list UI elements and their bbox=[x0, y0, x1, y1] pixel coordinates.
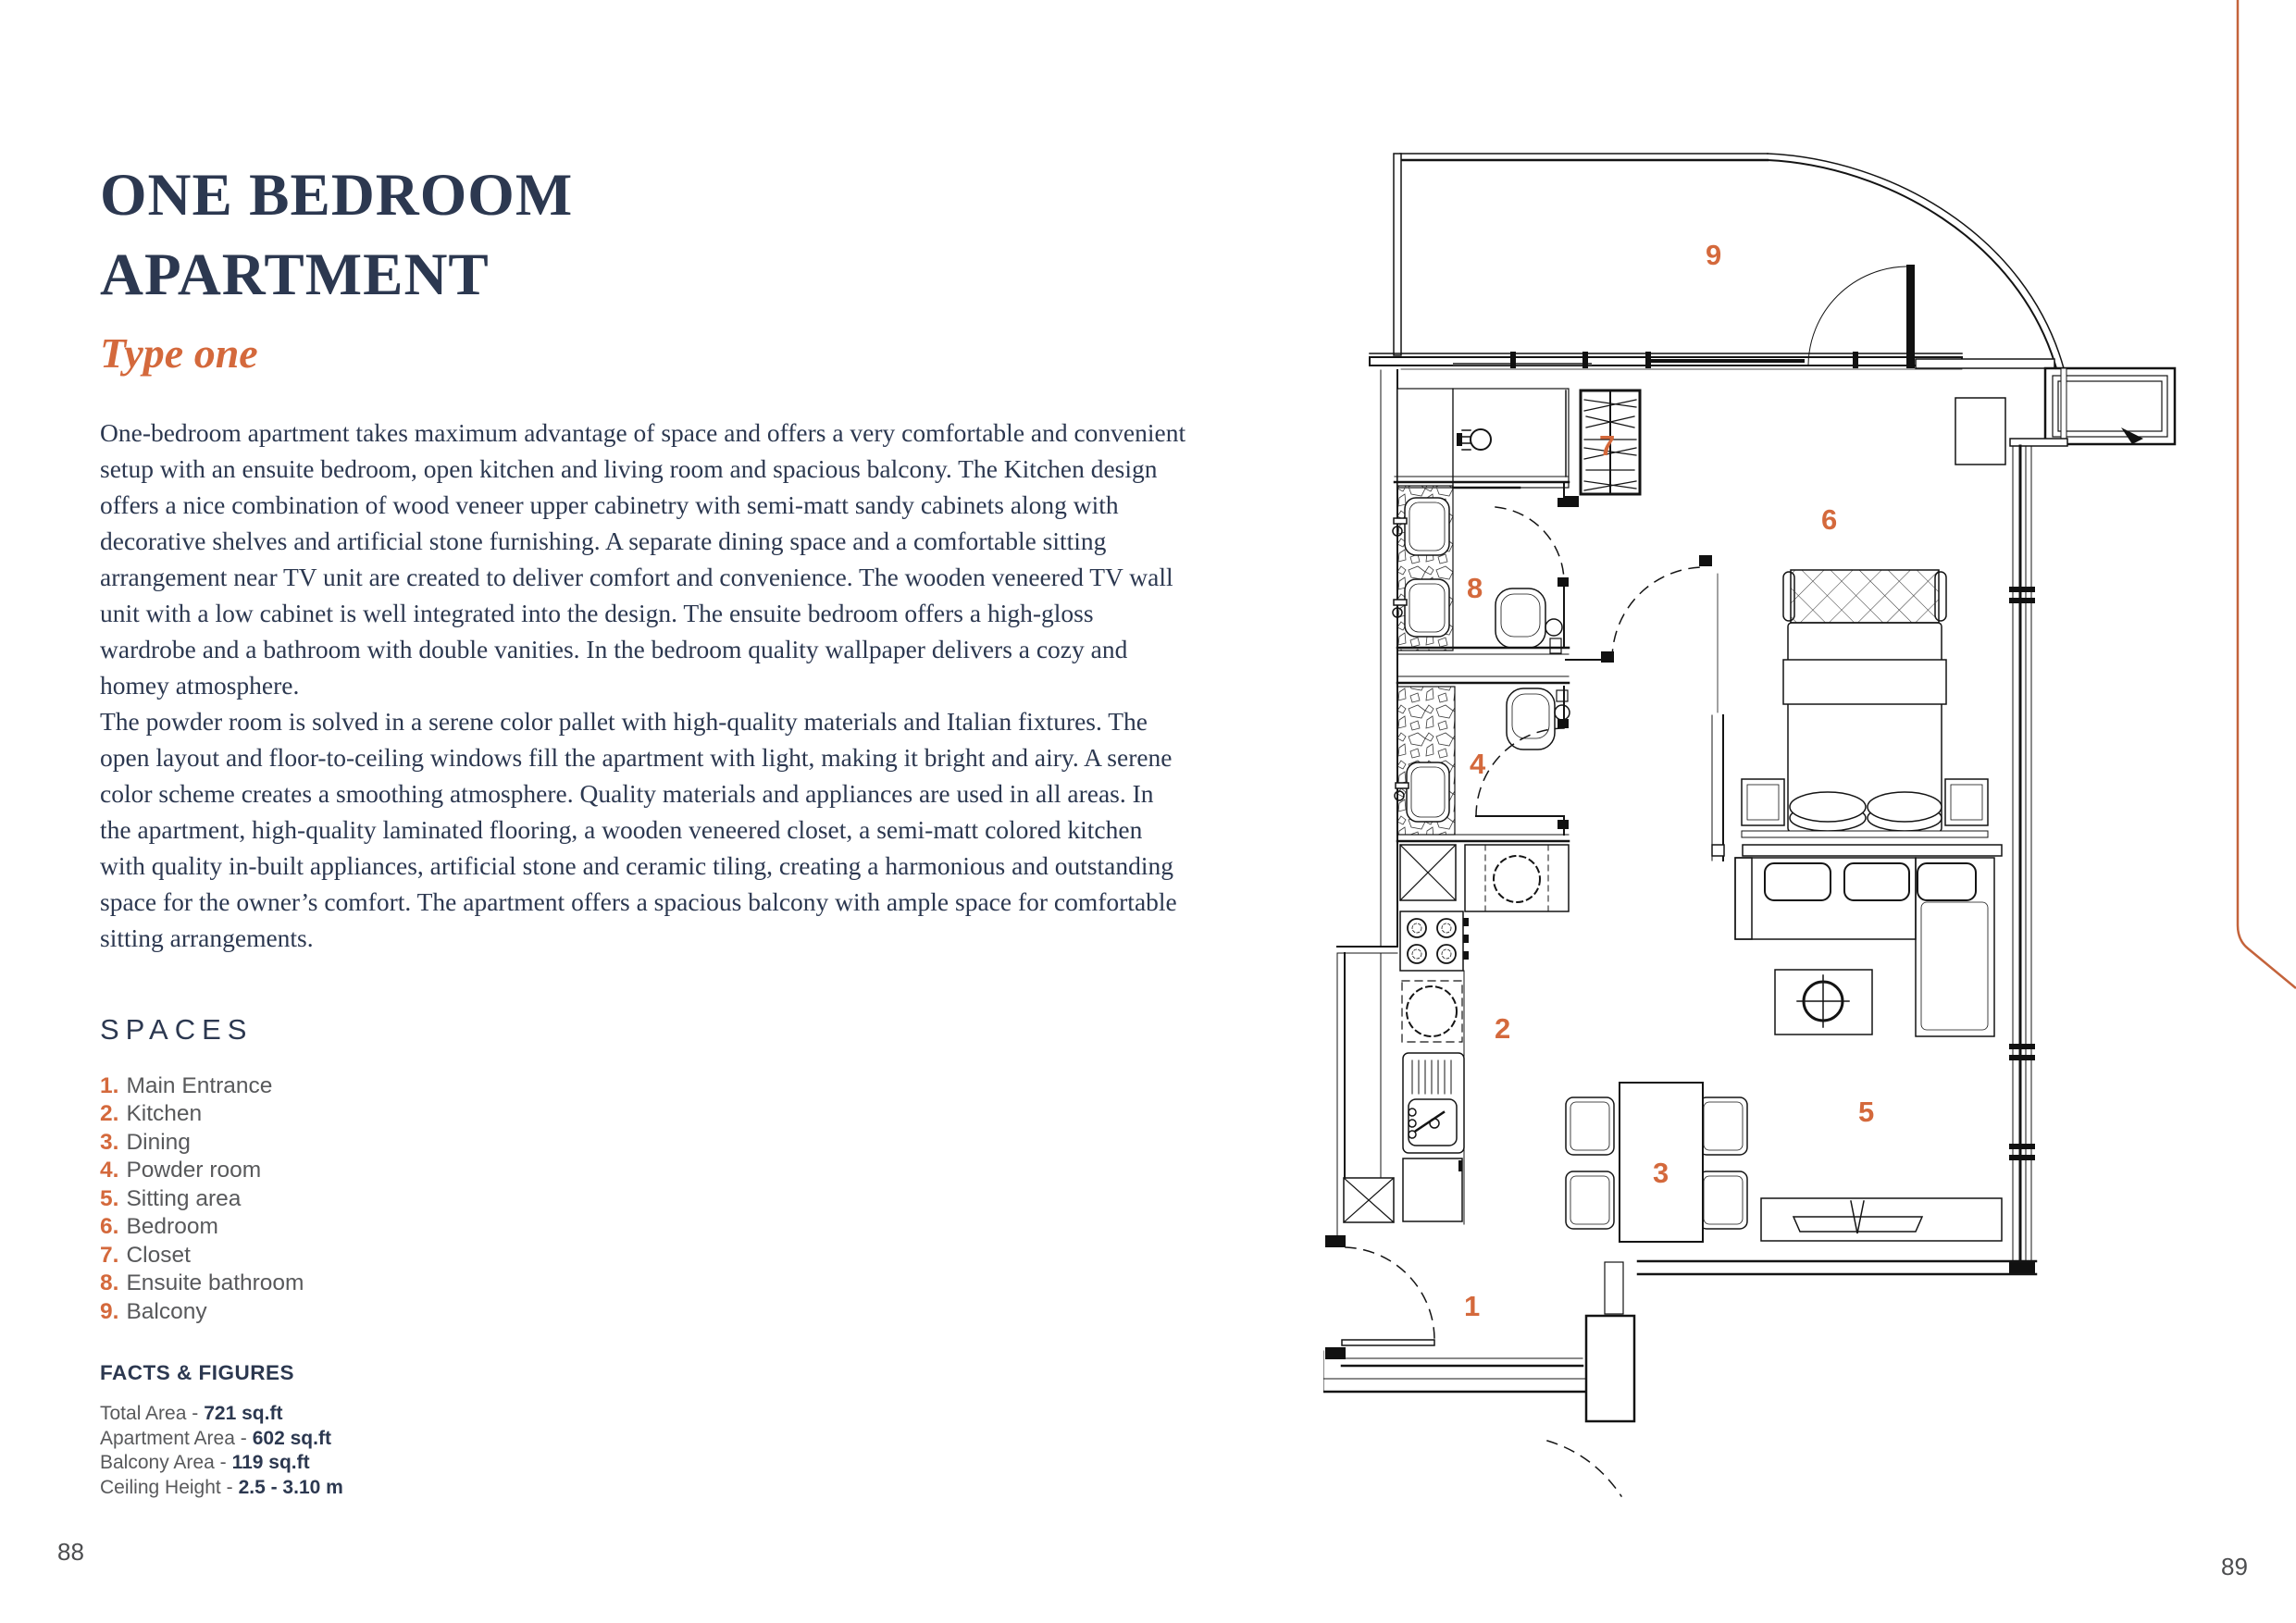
space-number: 1. bbox=[100, 1072, 119, 1098]
floor-plan bbox=[1323, 120, 2184, 1508]
facts-list bbox=[100, 1402, 1187, 1500]
space-label: Kitchen bbox=[126, 1101, 203, 1127]
room-label-7: 7 bbox=[1599, 429, 1616, 462]
space-label: Closet bbox=[126, 1242, 191, 1268]
fact-label: Total Area - bbox=[100, 1403, 199, 1425]
coffee-table bbox=[1775, 970, 1872, 1035]
list-item bbox=[100, 1129, 1187, 1158]
room-label-4: 4 bbox=[1470, 748, 1486, 780]
fact-label: Balcony Area - bbox=[100, 1452, 227, 1474]
fact-row bbox=[100, 1476, 1187, 1501]
space-label: Balcony bbox=[126, 1298, 207, 1324]
planter-box bbox=[2045, 368, 2175, 444]
room-label-6: 6 bbox=[1821, 503, 1838, 536]
kitchen-sink bbox=[1403, 1053, 1464, 1153]
window-wall bbox=[2009, 439, 2067, 1275]
space-label: Sitting area bbox=[126, 1185, 242, 1211]
interior-walls bbox=[1395, 389, 2005, 861]
shower bbox=[1453, 389, 1569, 488]
space-label: Main Entrance bbox=[126, 1072, 273, 1098]
shaft-box bbox=[1344, 1178, 1394, 1222]
description-paragraph-2: The powder room is solved in a serene color pallet with high-quality materials and Italian fixtures. The open layout and floor-to-ceiling windows fill the apartment with light, making it bright and airy. A serene color scheme creates a smoothing atmosphere. Quality materials and appliances are used in all areas. In the apartment, high-quality laminated flooring, a wooden veneered closet, a semi-matt colored kitchen with quality in-built appliances, artificial stone and ceramic tiling, creating a harmonious and outstanding space for the owner’s comfort. The apartment offers a spacious balcony with ample space for comfortable sitting arrangements. bbox=[100, 706, 1177, 952]
washing-machine bbox=[1402, 981, 1462, 1042]
space-label: Ensuite bathroom bbox=[126, 1270, 304, 1296]
description-paragraph-1: One-bedroom apartment takes maximum advantage of space and offers a very comfortable and convenient setup with an ensuite bedroom, open kitchen and living room and spacious balcony. The Kitchen design offers a nice combination of wood veneer upper cabinetry with semi-matt sandy cabinets along with decorative shelves and artificial stone furnishing. A separate dining space and a comfortable sitting arrangement near TV unit are created to deliver comfort and convenience. The wooden veneered TV wall unit with a low cabinet is well integrated into the design. The ensuite bedroom offers a high-gloss wardrobe and a bathroom with double vanities. In the bedroom quality wallpaper delivers a cozy and homey atmosphere. bbox=[100, 417, 1186, 700]
stove bbox=[1400, 911, 1469, 971]
kitchen bbox=[1344, 845, 1569, 1224]
space-number: 7. bbox=[100, 1242, 119, 1268]
room-label-5: 5 bbox=[1858, 1096, 1875, 1128]
list-item bbox=[100, 1270, 1187, 1298]
space-number: 8. bbox=[100, 1270, 119, 1296]
entry-walls bbox=[1323, 1235, 2036, 1496]
chair bbox=[1699, 1097, 1747, 1155]
spaces-list bbox=[100, 1072, 1187, 1327]
space-label: Bedroom bbox=[126, 1214, 218, 1240]
fridge bbox=[1403, 1158, 1462, 1221]
space-number: 3. bbox=[100, 1129, 119, 1155]
room-label-1: 1 bbox=[1464, 1290, 1481, 1322]
chair bbox=[1566, 1097, 1614, 1155]
shaft-box bbox=[1400, 845, 1456, 900]
space-number: 4. bbox=[100, 1158, 119, 1183]
left-page-number: 88 bbox=[57, 1538, 84, 1566]
list-item bbox=[100, 1213, 1187, 1242]
fact-row bbox=[100, 1402, 1187, 1427]
chair bbox=[1699, 1171, 1747, 1229]
page-title-line2: APARTMENT bbox=[100, 242, 490, 309]
fact-value: 2.5 - 3.10 m bbox=[238, 1476, 343, 1498]
spaces-heading: SPACES bbox=[100, 1012, 254, 1046]
page-title-line1: ONE BEDROOM bbox=[100, 162, 574, 229]
room-label-2: 2 bbox=[1495, 1012, 1511, 1045]
bedroom-door-arc bbox=[1612, 567, 1705, 660]
fact-label: Ceiling Height - bbox=[100, 1476, 233, 1498]
powder-door-arc bbox=[1476, 728, 1564, 816]
space-number: 5. bbox=[100, 1185, 119, 1211]
chair bbox=[1566, 1171, 1614, 1229]
room-label-9: 9 bbox=[1706, 239, 1722, 271]
nightstand bbox=[1945, 779, 1988, 825]
right-page-number: 89 bbox=[2221, 1553, 2248, 1580]
space-label: Powder room bbox=[126, 1158, 262, 1183]
list-item bbox=[100, 1185, 1187, 1214]
fact-value: 721 sq.ft bbox=[204, 1403, 283, 1425]
space-label: Dining bbox=[126, 1129, 191, 1155]
space-number: 9. bbox=[100, 1298, 119, 1324]
text-column bbox=[100, 155, 1187, 1500]
list-item bbox=[100, 1242, 1187, 1270]
page-title bbox=[100, 155, 1187, 316]
list-item bbox=[100, 1157, 1187, 1185]
fact-value: 119 sq.ft bbox=[231, 1452, 310, 1474]
tv-unit bbox=[1761, 1198, 2002, 1241]
page-subtitle: Type one bbox=[100, 328, 258, 377]
floor-plan-container bbox=[1323, 120, 2184, 1508]
list-item bbox=[100, 1100, 1187, 1129]
fact-row bbox=[100, 1427, 1187, 1452]
fact-row bbox=[100, 1451, 1187, 1476]
fact-label: Apartment Area - bbox=[100, 1427, 247, 1449]
fact-value: 602 sq.ft bbox=[252, 1427, 331, 1449]
space-number: 6. bbox=[100, 1214, 119, 1240]
nightstand bbox=[1742, 779, 1784, 825]
facts-heading: FACTS & FIGURES bbox=[100, 1361, 295, 1385]
ensuite-bathroom bbox=[1393, 486, 1569, 653]
toilet bbox=[1496, 588, 1562, 653]
balcony-door bbox=[1808, 265, 1915, 368]
oven bbox=[1465, 845, 1569, 911]
space-number: 2. bbox=[100, 1101, 119, 1127]
room-label-3: 3 bbox=[1653, 1157, 1669, 1189]
sofa bbox=[1735, 858, 1994, 1036]
list-item bbox=[100, 1298, 1187, 1327]
ensuite-door-arc bbox=[1496, 507, 1564, 585]
left-wall bbox=[1337, 370, 1397, 1235]
description bbox=[100, 415, 1187, 956]
room-label-8: 8 bbox=[1467, 572, 1483, 604]
list-item bbox=[100, 1072, 1187, 1101]
